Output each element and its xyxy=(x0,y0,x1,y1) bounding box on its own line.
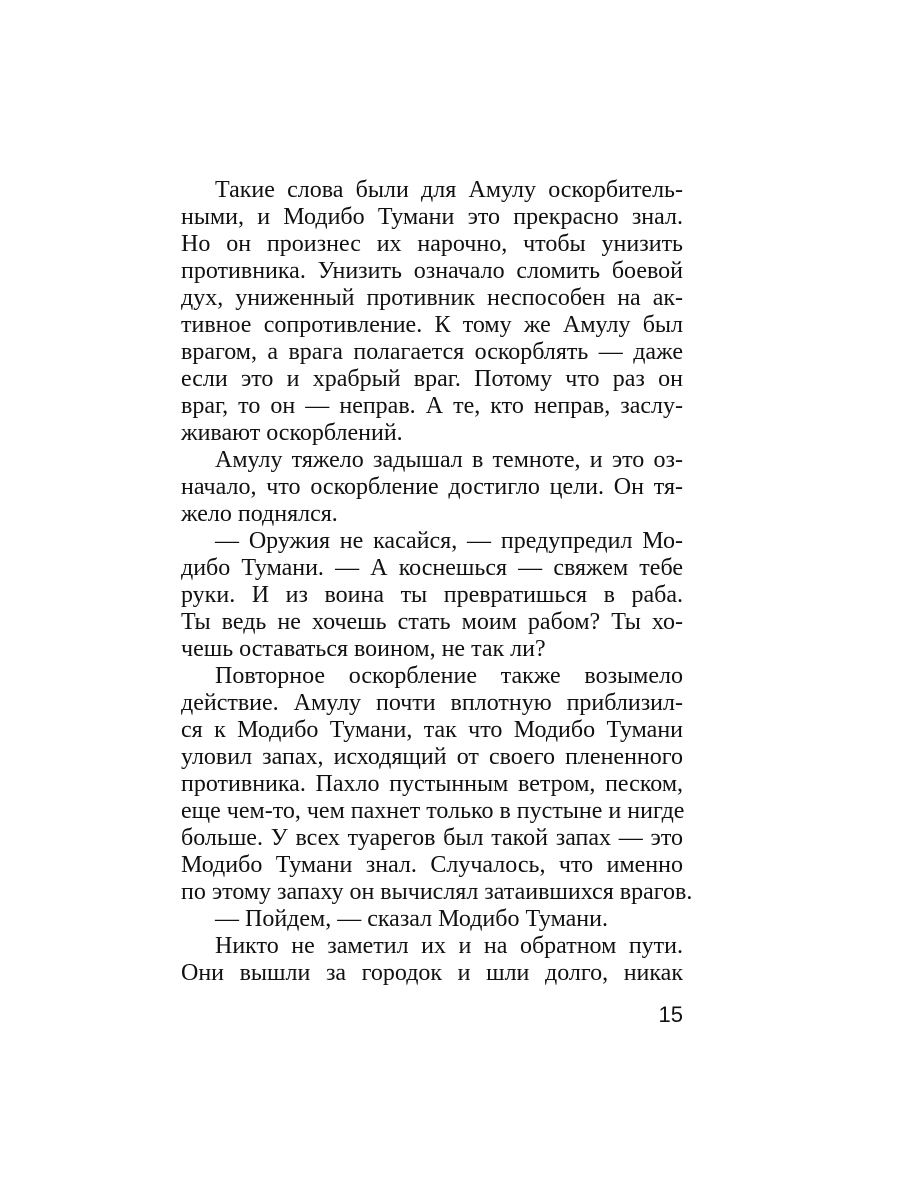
text-line: по этому запаху он вычислял затаившихся врагов. xyxy=(181,879,693,905)
text-line: противника. Унизить означало сломить боевой xyxy=(181,258,683,284)
text-line: еще чем-то, чем пахнет только в пустыне и нигде xyxy=(181,798,685,824)
text-line: — Оружия не касайся, — предупредил Мо- xyxy=(215,528,683,554)
text-line: Никто не заметил их и на обратном пути. xyxy=(215,933,683,959)
text-line: действие. Амулу почти вплотную приблизил- xyxy=(181,690,683,716)
text-line: Но он произнес их нарочно, чтобы унизить xyxy=(181,231,683,257)
text-line: — Пойдем, — сказал Модибо Тумани. xyxy=(215,906,608,932)
text-line: если это и храбрый враг. Потому что раз он xyxy=(181,366,683,392)
text-line: уловил запах, исходящий от своего плененного xyxy=(181,744,683,770)
text-line: враг, то он — неправ. А те, кто неправ, заслу- xyxy=(181,393,683,419)
text-line: дух, униженный противник неспособен на ак- xyxy=(181,285,683,311)
text-line: больше. У всех туарегов был такой запах — это xyxy=(181,825,683,851)
text-line: врагом, а врага полагается оскорблять — даже xyxy=(181,339,683,365)
text-line: Амулу тяжело задышал в темноте, и это оз- xyxy=(215,447,683,473)
body-text xyxy=(181,177,693,987)
text-line: ными, и Модибо Тумани это прекрасно знал. xyxy=(181,204,683,230)
text-line: чешь оставаться воином, не так ли? xyxy=(181,636,546,662)
text-line: жело поднялся. xyxy=(181,501,338,527)
text-line: Ты ведь не хочешь стать моим рабом? Ты хо- xyxy=(181,609,683,635)
text-line: живают оскорблений. xyxy=(181,420,403,446)
text-line: ся к Модибо Тумани, так что Модибо Тумани xyxy=(181,717,683,743)
text-line: Повторное оскорбление также возымело xyxy=(215,663,683,689)
page-number: 15 xyxy=(658,1002,683,1027)
text-line: Они вышли за городок и шли долго, никак xyxy=(181,960,683,986)
text-line: дибо Тумани. — А коснешься — свяжем тебе xyxy=(181,555,683,581)
text-line: начало, что оскорбление достигло цели. Он тя- xyxy=(181,474,683,500)
text-line: руки. И из воина ты превратишься в раба. xyxy=(181,582,683,608)
text-line: Такие слова были для Амулу оскорбитель- xyxy=(215,177,683,203)
text-line: тивное сопротивление. К тому же Амулу был xyxy=(181,312,683,338)
text-line: Модибо Тумани знал. Случалось, что именно xyxy=(181,852,683,878)
text-line: противника. Пахло пустынным ветром, песком, xyxy=(181,771,683,797)
